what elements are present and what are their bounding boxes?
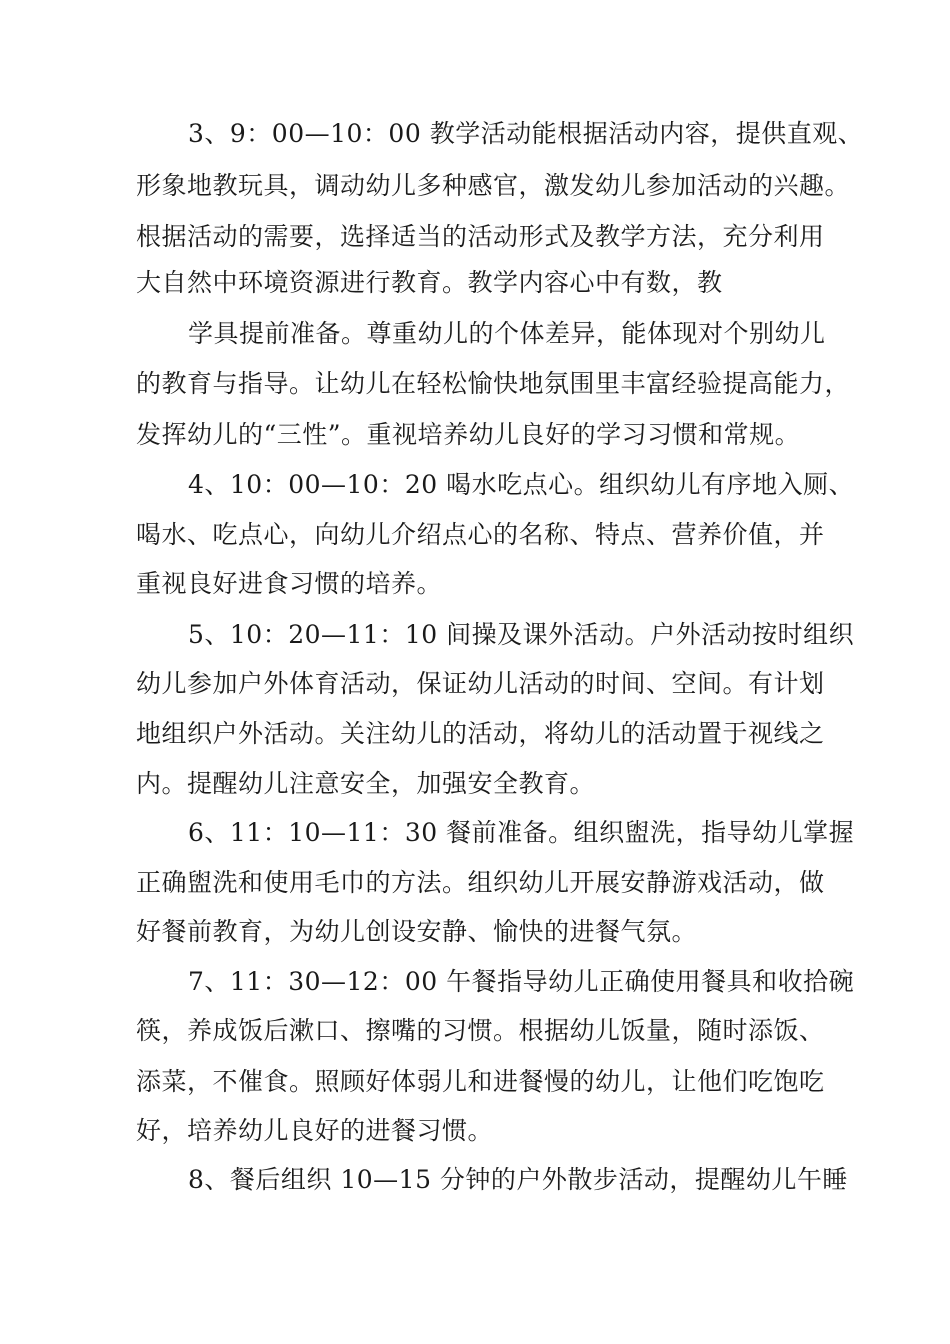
text-line: 7、11：30—12：00 午餐指导幼儿正确使用餐具和收拾碗	[188, 967, 855, 996]
text-line: 5、10：20—11：10 间操及课外活动。户外活动按时组织	[188, 620, 855, 649]
text-line: 8、餐后组织 10—15 分钟的户外散步活动，提醒幼儿午睡	[188, 1165, 848, 1194]
text-line: 喝水、吃点心，向幼儿介绍点心的名称、特点、营养价值，并	[136, 520, 825, 549]
text-line: 发挥幼儿的“三性”。重视培养幼儿良好的学习习惯和常规。	[136, 420, 801, 449]
text-line: 大自然中环境资源进行教育。教学内容心中有数，教	[136, 268, 723, 297]
text-line: 的教育与指导。让幼儿在轻松愉快地氛围里丰富经验提高能力，	[136, 369, 851, 398]
text-line: 正确盥洗和使用毛巾的方法。组织幼儿开展安静游戏活动，做	[136, 868, 825, 897]
text-line: 重视良好进食习惯的培养。	[136, 569, 443, 598]
text-line: 学具提前准备。尊重幼儿的个体差异，能体现对个别幼儿	[188, 319, 826, 348]
text-line: 6、11：10—11：30 餐前准备。组织盥洗，指导幼儿掌握	[188, 818, 855, 847]
text-line: 3、9：00—10：00 教学活动能根据活动内容，提供直观、	[188, 119, 864, 148]
text-line: 根据活动的需要，选择适当的活动形式及教学方法，充分利用	[136, 222, 825, 251]
text-line: 好，培养幼儿良好的进餐习惯。	[136, 1116, 494, 1145]
text-line: 地组织户外活动。关注幼儿的活动，将幼儿的活动置于视线之	[136, 719, 825, 748]
text-line: 内。提醒幼儿注意安全，加强安全教育。	[136, 769, 596, 798]
text-line: 4、10：00—10：20 喝水吃点心。组织幼儿有序地入厕、	[188, 470, 855, 499]
text-line: 添菜，不催食。照顾好体弱儿和进餐慢的幼儿，让他们吃饱吃	[136, 1067, 825, 1096]
text-line: 好餐前教育，为幼儿创设安静、愉快的进餐气氛。	[136, 917, 698, 946]
text-line: 形象地教玩具，调动幼儿多种感官，激发幼儿参加活动的兴趣。	[136, 171, 851, 200]
text-line: 筷，养成饭后漱口、擦嘴的习惯。根据幼儿饭量，随时添饭、	[136, 1016, 825, 1045]
text-line: 幼儿参加户外体育活动，保证幼儿活动的时间、空间。有计划	[136, 669, 825, 698]
